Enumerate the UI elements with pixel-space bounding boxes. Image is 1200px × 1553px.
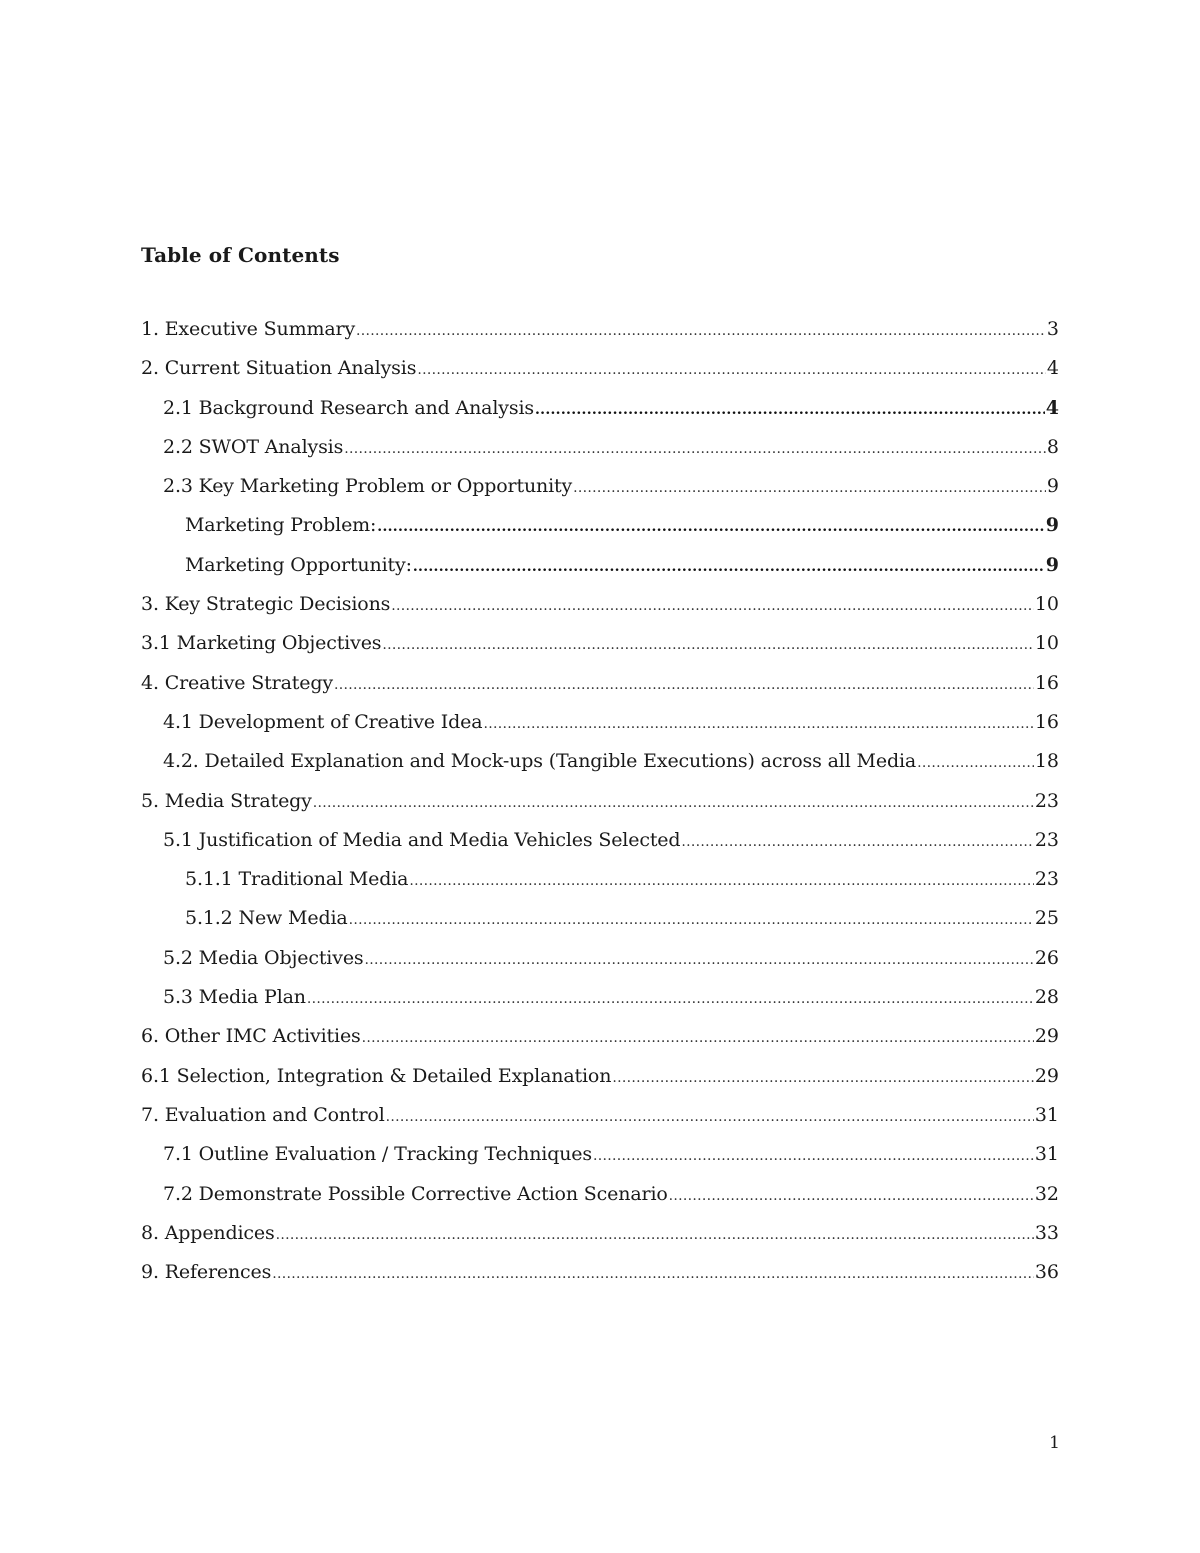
toc-entry-label[interactable]: 5.1.2 New Media <box>185 907 348 930</box>
toc-entry-label[interactable]: 6. Other IMC Activities <box>141 1025 361 1048</box>
toc-entry-8[interactable] <box>141 588 1059 627</box>
toc-entry-11[interactable] <box>141 706 1059 745</box>
toc-dot-leader <box>386 1101 1034 1134</box>
toc-entry-page-number: 10 <box>1034 593 1059 616</box>
toc-entry-label[interactable]: 7.1 Outline Evaluation / Tracking Techniques <box>163 1143 592 1166</box>
page-title: Table of Contents <box>141 243 340 267</box>
toc-entry-page-number: 33 <box>1034 1221 1059 1244</box>
toc-entry-page-number: 9 <box>1046 475 1059 498</box>
toc-entry-page-number: 10 <box>1034 632 1059 655</box>
toc-entry-14[interactable] <box>141 824 1059 863</box>
toc-entry-1[interactable] <box>141 313 1059 352</box>
toc-entry-page-number: 4 <box>1045 396 1059 419</box>
toc-entry-15[interactable] <box>141 863 1059 902</box>
toc-entry-page-number: 36 <box>1034 1261 1059 1284</box>
toc-entry-page-number: 16 <box>1034 671 1059 694</box>
toc-dot-leader <box>917 747 1034 780</box>
toc-entry-page-number: 32 <box>1034 1182 1059 1205</box>
toc-entry-label[interactable]: 3.1 Marketing Objectives <box>141 632 382 655</box>
toc-dot-leader <box>483 708 1033 741</box>
toc-entry-label[interactable]: 9. References <box>141 1261 272 1284</box>
toc-entry-page-number: 16 <box>1034 710 1059 733</box>
toc-entry-label[interactable]: Marketing Opportunity: <box>185 553 412 576</box>
toc-entry-25[interactable] <box>141 1256 1059 1295</box>
toc-entry-page-number: 8 <box>1046 435 1059 458</box>
toc-entry-label[interactable]: 5. Media Strategy <box>141 789 312 812</box>
toc-entry-page-number: 25 <box>1034 907 1059 930</box>
toc-entry-label[interactable]: 4.1 Development of Creative Idea <box>163 710 483 733</box>
toc-entry-label[interactable]: 7.2 Demonstrate Possible Corrective Action Scenario <box>163 1182 668 1205</box>
toc-entry-page-number: 23 <box>1034 868 1059 891</box>
toc-entry-4[interactable] <box>141 431 1059 470</box>
toc-dot-leader <box>307 983 1034 1016</box>
toc-dot-leader <box>377 511 1044 544</box>
toc-entry-label[interactable]: 4. Creative Strategy <box>141 671 333 694</box>
toc-entry-page-number: 31 <box>1034 1143 1059 1166</box>
toc-entry-label[interactable]: 2.3 Key Marketing Problem or Opportunity <box>163 475 573 498</box>
toc-entry-page-number: 29 <box>1034 1025 1059 1048</box>
table-of-contents <box>141 313 1059 1295</box>
toc-entry-20[interactable] <box>141 1060 1059 1099</box>
toc-entry-label[interactable]: 5.1.1 Traditional Media <box>185 868 409 891</box>
toc-entry-19[interactable] <box>141 1020 1059 1059</box>
toc-entry-page-number: 26 <box>1034 946 1059 969</box>
toc-entry-22[interactable] <box>141 1138 1059 1177</box>
toc-dot-leader <box>313 787 1034 820</box>
toc-entry-label[interactable]: Marketing Problem: <box>185 514 377 537</box>
toc-entry-label[interactable]: 3. Key Strategic Decisions <box>141 593 391 616</box>
toc-dot-leader <box>535 394 1045 427</box>
toc-entry-label[interactable]: 6.1 Selection, Integration & Detailed Explanation <box>141 1064 612 1087</box>
toc-entry-label[interactable]: 2.2 SWOT Analysis <box>163 435 344 458</box>
toc-entry-page-number: 31 <box>1034 1103 1059 1126</box>
toc-dot-leader <box>669 1180 1034 1213</box>
toc-entry-13[interactable] <box>141 785 1059 824</box>
toc-dot-leader <box>391 590 1034 623</box>
toc-dot-leader <box>593 1140 1034 1173</box>
toc-entry-18[interactable] <box>141 981 1059 1020</box>
toc-entry-label[interactable]: 2. Current Situation Analysis <box>141 357 417 380</box>
toc-entry-label[interactable]: 1. Executive Summary <box>141 318 356 340</box>
toc-dot-leader <box>362 1022 1034 1055</box>
toc-entry-23[interactable] <box>141 1178 1059 1217</box>
toc-entry-5[interactable] <box>141 470 1059 509</box>
toc-entry-17[interactable] <box>141 942 1059 981</box>
toc-entry-3[interactable] <box>141 392 1059 431</box>
toc-dot-leader <box>349 904 1034 937</box>
toc-entry-16[interactable] <box>141 902 1059 941</box>
toc-entry-label[interactable]: 7. Evaluation and Control <box>141 1103 385 1126</box>
toc-entry-page-number: 23 <box>1034 828 1059 851</box>
toc-entry-7[interactable] <box>141 549 1059 588</box>
toc-dot-leader <box>356 315 1046 348</box>
toc-entry-6[interactable] <box>141 509 1059 548</box>
toc-dot-leader <box>272 1258 1034 1291</box>
toc-dot-leader <box>409 865 1033 898</box>
toc-dot-leader <box>612 1062 1033 1095</box>
toc-dot-leader <box>382 629 1033 662</box>
toc-entry-page-number: 9 <box>1045 514 1059 537</box>
toc-entry-label[interactable]: 2.1 Background Research and Analysis <box>163 396 534 419</box>
toc-entry-21[interactable] <box>141 1099 1059 1138</box>
toc-entry-10[interactable] <box>141 667 1059 706</box>
toc-entry-label[interactable]: 5.3 Media Plan <box>163 986 306 1009</box>
toc-entry-page-number: 28 <box>1034 986 1059 1009</box>
toc-dot-leader <box>365 944 1034 977</box>
toc-entry-page-number: 3 <box>1046 318 1059 340</box>
toc-dot-leader <box>334 669 1034 702</box>
toc-entry-page-number: 4 <box>1046 357 1059 380</box>
toc-entry-page-number: 18 <box>1034 750 1059 773</box>
toc-entry-label[interactable]: 8. Appendices <box>141 1221 275 1244</box>
toc-entry-9[interactable] <box>141 627 1059 666</box>
toc-dot-leader <box>413 551 1045 584</box>
toc-dot-leader <box>573 472 1046 505</box>
toc-dot-leader <box>417 354 1046 387</box>
toc-entry-24[interactable] <box>141 1217 1059 1256</box>
toc-dot-leader <box>681 826 1033 859</box>
toc-entry-label[interactable]: 4.2. Detailed Explanation and Mock-ups (Tangible Executions) across all Media <box>163 750 917 773</box>
toc-entry-2[interactable] <box>141 352 1059 391</box>
page-number: 1 <box>1049 1433 1060 1453</box>
toc-entry-label[interactable]: 5.2 Media Objectives <box>163 946 364 969</box>
toc-entry-page-number: 29 <box>1034 1064 1059 1087</box>
toc-dot-leader <box>344 433 1046 466</box>
toc-entry-page-number: 9 <box>1045 553 1059 576</box>
toc-entry-label[interactable]: 5.1 Justification of Media and Media Vehicles Selected <box>163 828 681 851</box>
toc-entry-page-number: 23 <box>1034 789 1059 812</box>
toc-entry-12[interactable] <box>141 745 1059 784</box>
toc-dot-leader <box>276 1219 1034 1252</box>
